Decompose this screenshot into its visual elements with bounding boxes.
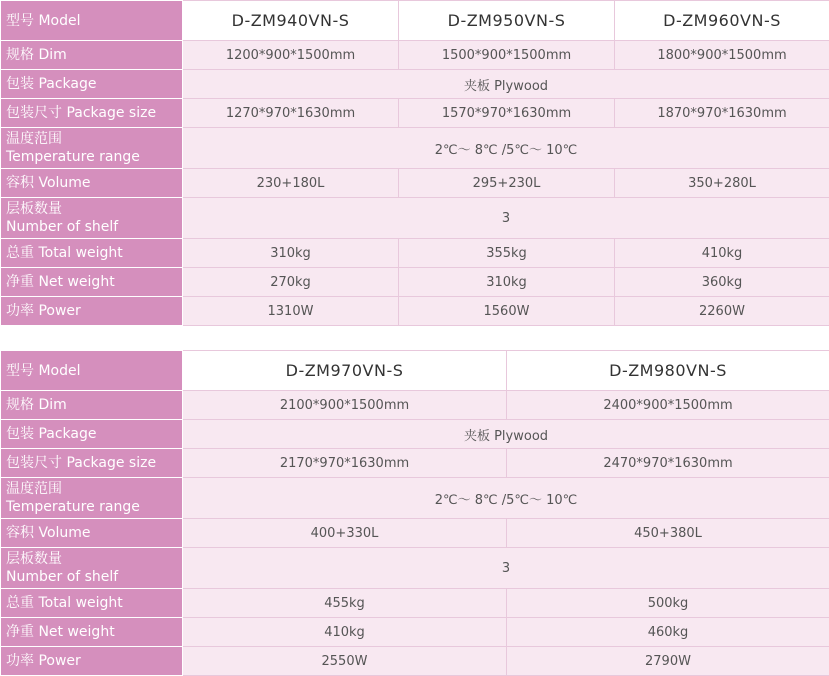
model-label: 型号 Model [1, 351, 183, 391]
power-value: 2550W [183, 647, 507, 676]
package-size-value: 1270*970*1630mm [183, 99, 399, 128]
package-row [1, 420, 829, 449]
volume-row [1, 519, 829, 548]
model-name: D-ZM940VN-S [183, 1, 399, 41]
total-weight-row [1, 239, 829, 268]
package-value: 夹板 Plywood [183, 420, 829, 449]
dim-value: 1800*900*1500mm [615, 41, 829, 70]
temperature-row [1, 478, 829, 519]
dim-row [1, 41, 829, 70]
shelf-label-cn: 层板数量 [6, 550, 182, 568]
volume-value: 295+230L [399, 169, 615, 198]
volume-value: 400+330L [183, 519, 507, 548]
model-name: D-ZM960VN-S [615, 1, 829, 41]
package-size-row [1, 449, 829, 478]
net-weight-value: 360kg [615, 268, 829, 297]
net-weight-row [1, 618, 829, 647]
dim-value: 1500*900*1500mm [399, 41, 615, 70]
shelf-label [1, 198, 183, 239]
model-name: D-ZM970VN-S [183, 351, 507, 391]
dim-row [1, 391, 829, 420]
temperature-label-en: Temperature range [6, 148, 182, 166]
shelf-label [1, 548, 183, 589]
volume-row [1, 169, 829, 198]
spec-table-2 [0, 350, 829, 676]
dim-value: 2100*900*1500mm [183, 391, 507, 420]
package-size-value: 2470*970*1630mm [507, 449, 829, 478]
power-value: 2260W [615, 297, 829, 326]
shelf-value: 3 [183, 548, 829, 589]
dim-value: 1200*900*1500mm [183, 41, 399, 70]
volume-value: 350+280L [615, 169, 829, 198]
power-value: 1560W [399, 297, 615, 326]
package-size-value: 2170*970*1630mm [183, 449, 507, 478]
model-name: D-ZM950VN-S [399, 1, 615, 41]
shelf-row [1, 198, 829, 239]
temperature-row [1, 128, 829, 169]
volume-value: 230+180L [183, 169, 399, 198]
total-weight-value: 355kg [399, 239, 615, 268]
package-size-label: 包装尺寸 Package size [1, 449, 183, 478]
volume-label: 容积 Volume [1, 169, 183, 198]
net-weight-row [1, 268, 829, 297]
package-size-label: 包装尺寸 Package size [1, 99, 183, 128]
total-weight-value: 310kg [183, 239, 399, 268]
total-weight-label: 总重 Total weight [1, 589, 183, 618]
model-label: 型号 Model [1, 1, 183, 41]
dim-label: 规格 Dim [1, 41, 183, 70]
volume-value: 450+380L [507, 519, 829, 548]
dim-label: 规格 Dim [1, 391, 183, 420]
net-weight-label: 净重 Net weight [1, 268, 183, 297]
package-size-value: 1570*970*1630mm [399, 99, 615, 128]
shelf-label-en: Number of shelf [6, 218, 182, 236]
spec-table-1 [0, 0, 829, 326]
total-weight-value: 455kg [183, 589, 507, 618]
package-row [1, 70, 829, 99]
total-weight-row [1, 589, 829, 618]
dim-value: 2400*900*1500mm [507, 391, 829, 420]
power-label: 功率 Power [1, 297, 183, 326]
power-label: 功率 Power [1, 647, 183, 676]
power-value: 1310W [183, 297, 399, 326]
temperature-label [1, 128, 183, 169]
net-weight-value: 310kg [399, 268, 615, 297]
total-weight-label: 总重 Total weight [1, 239, 183, 268]
net-weight-label: 净重 Net weight [1, 618, 183, 647]
package-label: 包装 Package [1, 70, 183, 99]
package-size-row [1, 99, 829, 128]
net-weight-value: 410kg [183, 618, 507, 647]
package-label: 包装 Package [1, 420, 183, 449]
power-row [1, 297, 829, 326]
shelf-row [1, 548, 829, 589]
shelf-value: 3 [183, 198, 829, 239]
power-row [1, 647, 829, 676]
package-value: 夹板 Plywood [183, 70, 829, 99]
model-row [1, 1, 829, 41]
power-value: 2790W [507, 647, 829, 676]
net-weight-value: 460kg [507, 618, 829, 647]
volume-label: 容积 Volume [1, 519, 183, 548]
package-size-value: 1870*970*1630mm [615, 99, 829, 128]
shelf-label-cn: 层板数量 [6, 200, 182, 218]
shelf-label-en: Number of shelf [6, 568, 182, 586]
temperature-label-cn: 温度范围 [6, 130, 182, 148]
temperature-label-en: Temperature range [6, 498, 182, 516]
total-weight-value: 410kg [615, 239, 829, 268]
temperature-label [1, 478, 183, 519]
temperature-value: 2℃～ 8℃ /5℃～ 10℃ [183, 128, 829, 169]
temperature-label-cn: 温度范围 [6, 480, 182, 498]
temperature-value: 2℃～ 8℃ /5℃～ 10℃ [183, 478, 829, 519]
model-name: D-ZM980VN-S [507, 351, 829, 391]
total-weight-value: 500kg [507, 589, 829, 618]
model-row [1, 351, 829, 391]
net-weight-value: 270kg [183, 268, 399, 297]
